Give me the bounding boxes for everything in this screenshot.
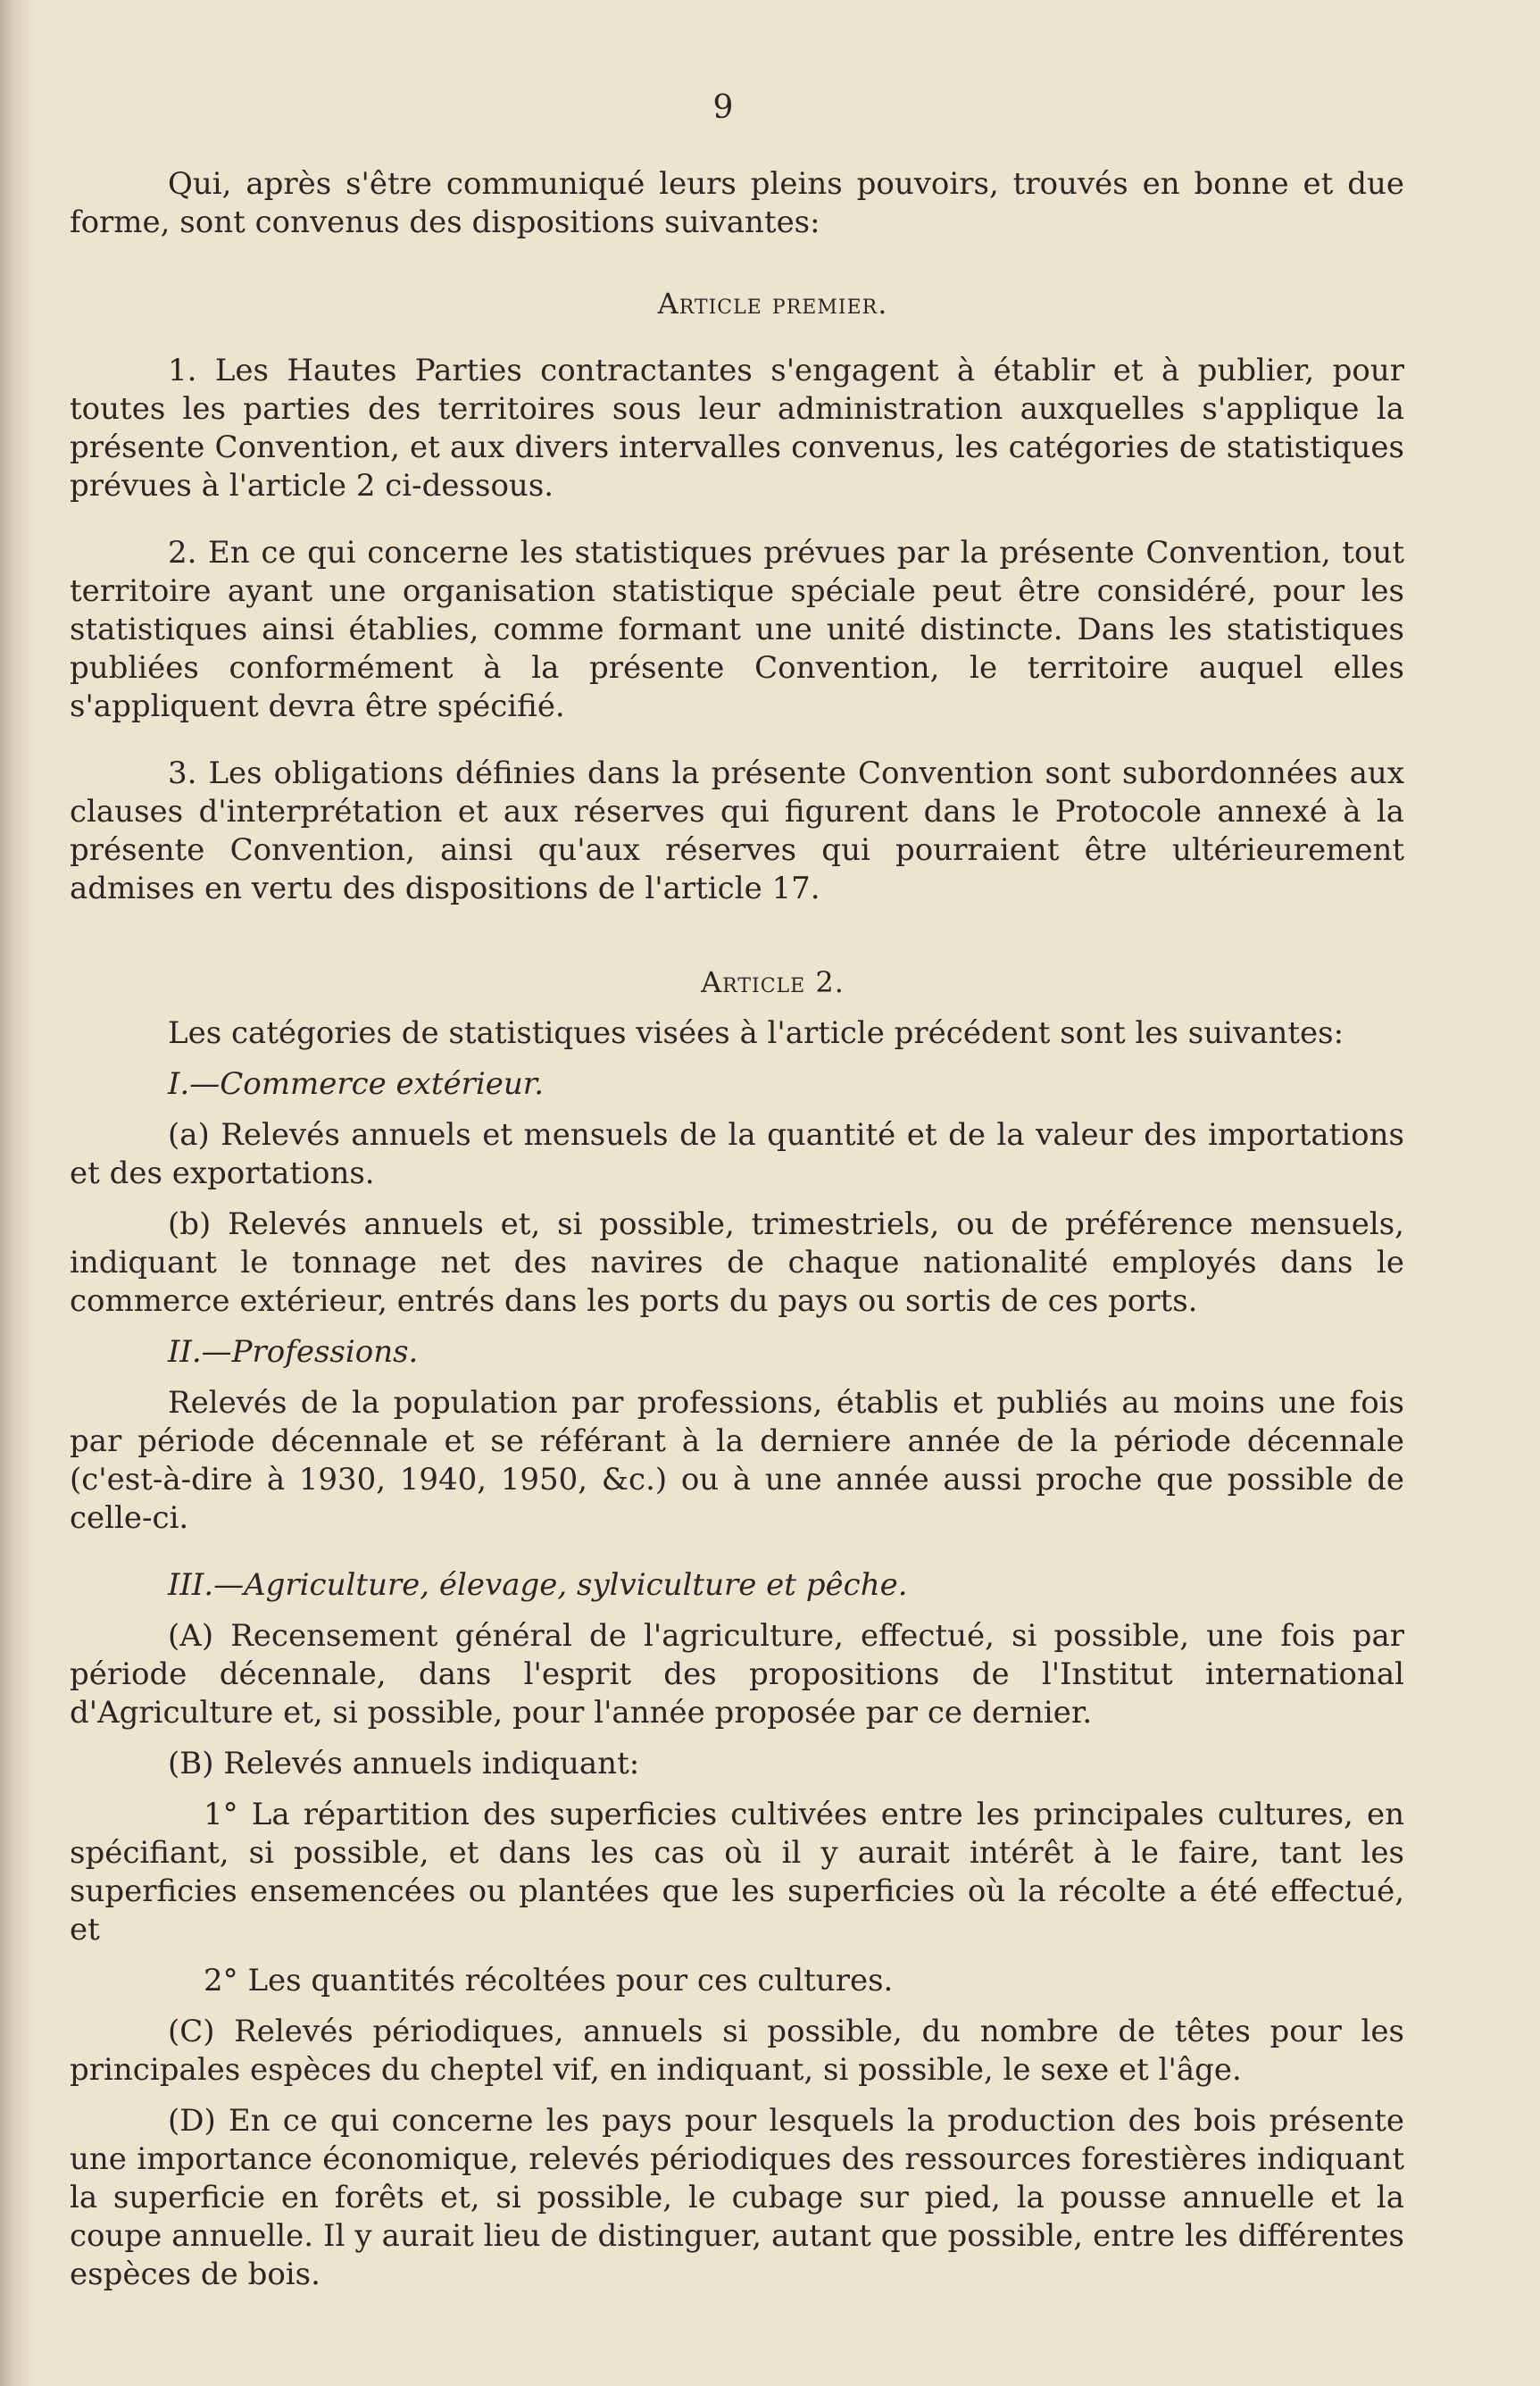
article-2-intro: Les catégories de statistiques visées à l'article précédent sont les suivantes: bbox=[168, 1015, 1344, 1051]
section-3-item-b: (B) Relevés annuels indiquant: bbox=[168, 1746, 640, 1781]
section-3-item-a: (A) Recensement général de l'agriculture, effectué, si possible, une fois par période décennale, dans l'esprit des propositions de l'Institut international d'Agriculture et, si possible, pour l'année proposée par ce dernier. bbox=[70, 1618, 1404, 1731]
section-2-paragraph: Relevés de la population par professions, établis et publiés au moins une fois par période décennale et se référant à la derniere année de la période décennale (c'est-à-dire à 1930, 1940, 1950, &c.) ou à une année aussi proche que possible de celle-ci. bbox=[70, 1385, 1404, 1536]
article-1-paragraph-1: 1. Les Hautes Parties contractantes s'engagent à établir et à publier, pour toutes les parties des territoires sous leur administration auxquelles s'applique la présente Convention, et aux divers intervalles convenus, les catégories de statistiques prévues à l'article 2 ci-dessous. bbox=[70, 353, 1404, 504]
section-3-title: III.—Agriculture, élevage, sylviculture et pêche. bbox=[168, 1567, 908, 1603]
section-2-title: II.—Professions. bbox=[168, 1334, 419, 1370]
page-number: 9 bbox=[712, 89, 734, 126]
article-2-heading: Article 2. bbox=[701, 965, 845, 999]
section-3-item-b-1: 1° La répartition des superficies cultivées entre les principales cultures, en spécifiant, si possible, et dans les cas où il y aurait intérêt à le faire, tant les superficies ensemencées ou plantées que les superficies où la récolte a été effectué, et bbox=[70, 1797, 1404, 1948]
article-1-heading: Article premier. bbox=[657, 287, 888, 321]
intro-paragraph: Qui, après s'être communiqué leurs pleins pouvoirs, trouvés en bonne et due forme, sont convenus des dispositions suivantes: bbox=[70, 166, 1404, 240]
section-1-item-b: (b) Relevés annuels et, si possible, trimestriels, ou de préférence mensuels, indiquant le tonnage net des navires de chaque nationalité employés dans le commerce extérieur, entrés dans les ports du pays ou sortis de ces ports. bbox=[70, 1206, 1404, 1319]
article-1-paragraph-3: 3. Les obligations définies dans la présente Convention sont subordonnées aux clauses d'interprétation et aux réserves qui figurent dans le Protocole annexé à la présente Convention, ainsi qu'aux réserves qui pourraient être ultérieurement admises en vertu des dispositions de l'article 17. bbox=[70, 755, 1404, 906]
section-3-item-d: (D) En ce qui concerne les pays pour lesquels la production des bois présente une importance économique, relevés périodiques des ressources forestières indiquant la superficie en forêts et, si possible, le cubage sur pied, la pousse annuelle et la coupe annuelle. Il y aurait lieu de distinguer, autant que possible, entre les différentes espèces de bois. bbox=[70, 2103, 1404, 2292]
article-1-paragraph-2: 2. En ce qui concerne les statistiques prévues par la présente Convention, tout territoire ayant une organisation statistique spéciale peut être considéré, pour les statistiques ainsi établies, comme formant une unité distincte. Dans les statistiques publiées conformément à la présente Convention, le territoire auquel elles s'appliquent devra être spécifié. bbox=[70, 535, 1404, 724]
section-1-item-a: (a) Relevés annuels et mensuels de la quantité et de la valeur des importations et des exportations. bbox=[70, 1117, 1404, 1191]
section-3-item-b-2: 2° Les quantités récoltées pour ces cultures. bbox=[204, 1963, 894, 1998]
section-1-title: I.—Commerce extérieur. bbox=[168, 1066, 545, 1102]
section-3-item-c: (C) Relevés périodiques, annuels si possible, du nombre de têtes pour les principales espèces du cheptel vif, en indiquant, si possible, le sexe et l'âge. bbox=[70, 2014, 1404, 2088]
page-body bbox=[70, 165, 1404, 2294]
